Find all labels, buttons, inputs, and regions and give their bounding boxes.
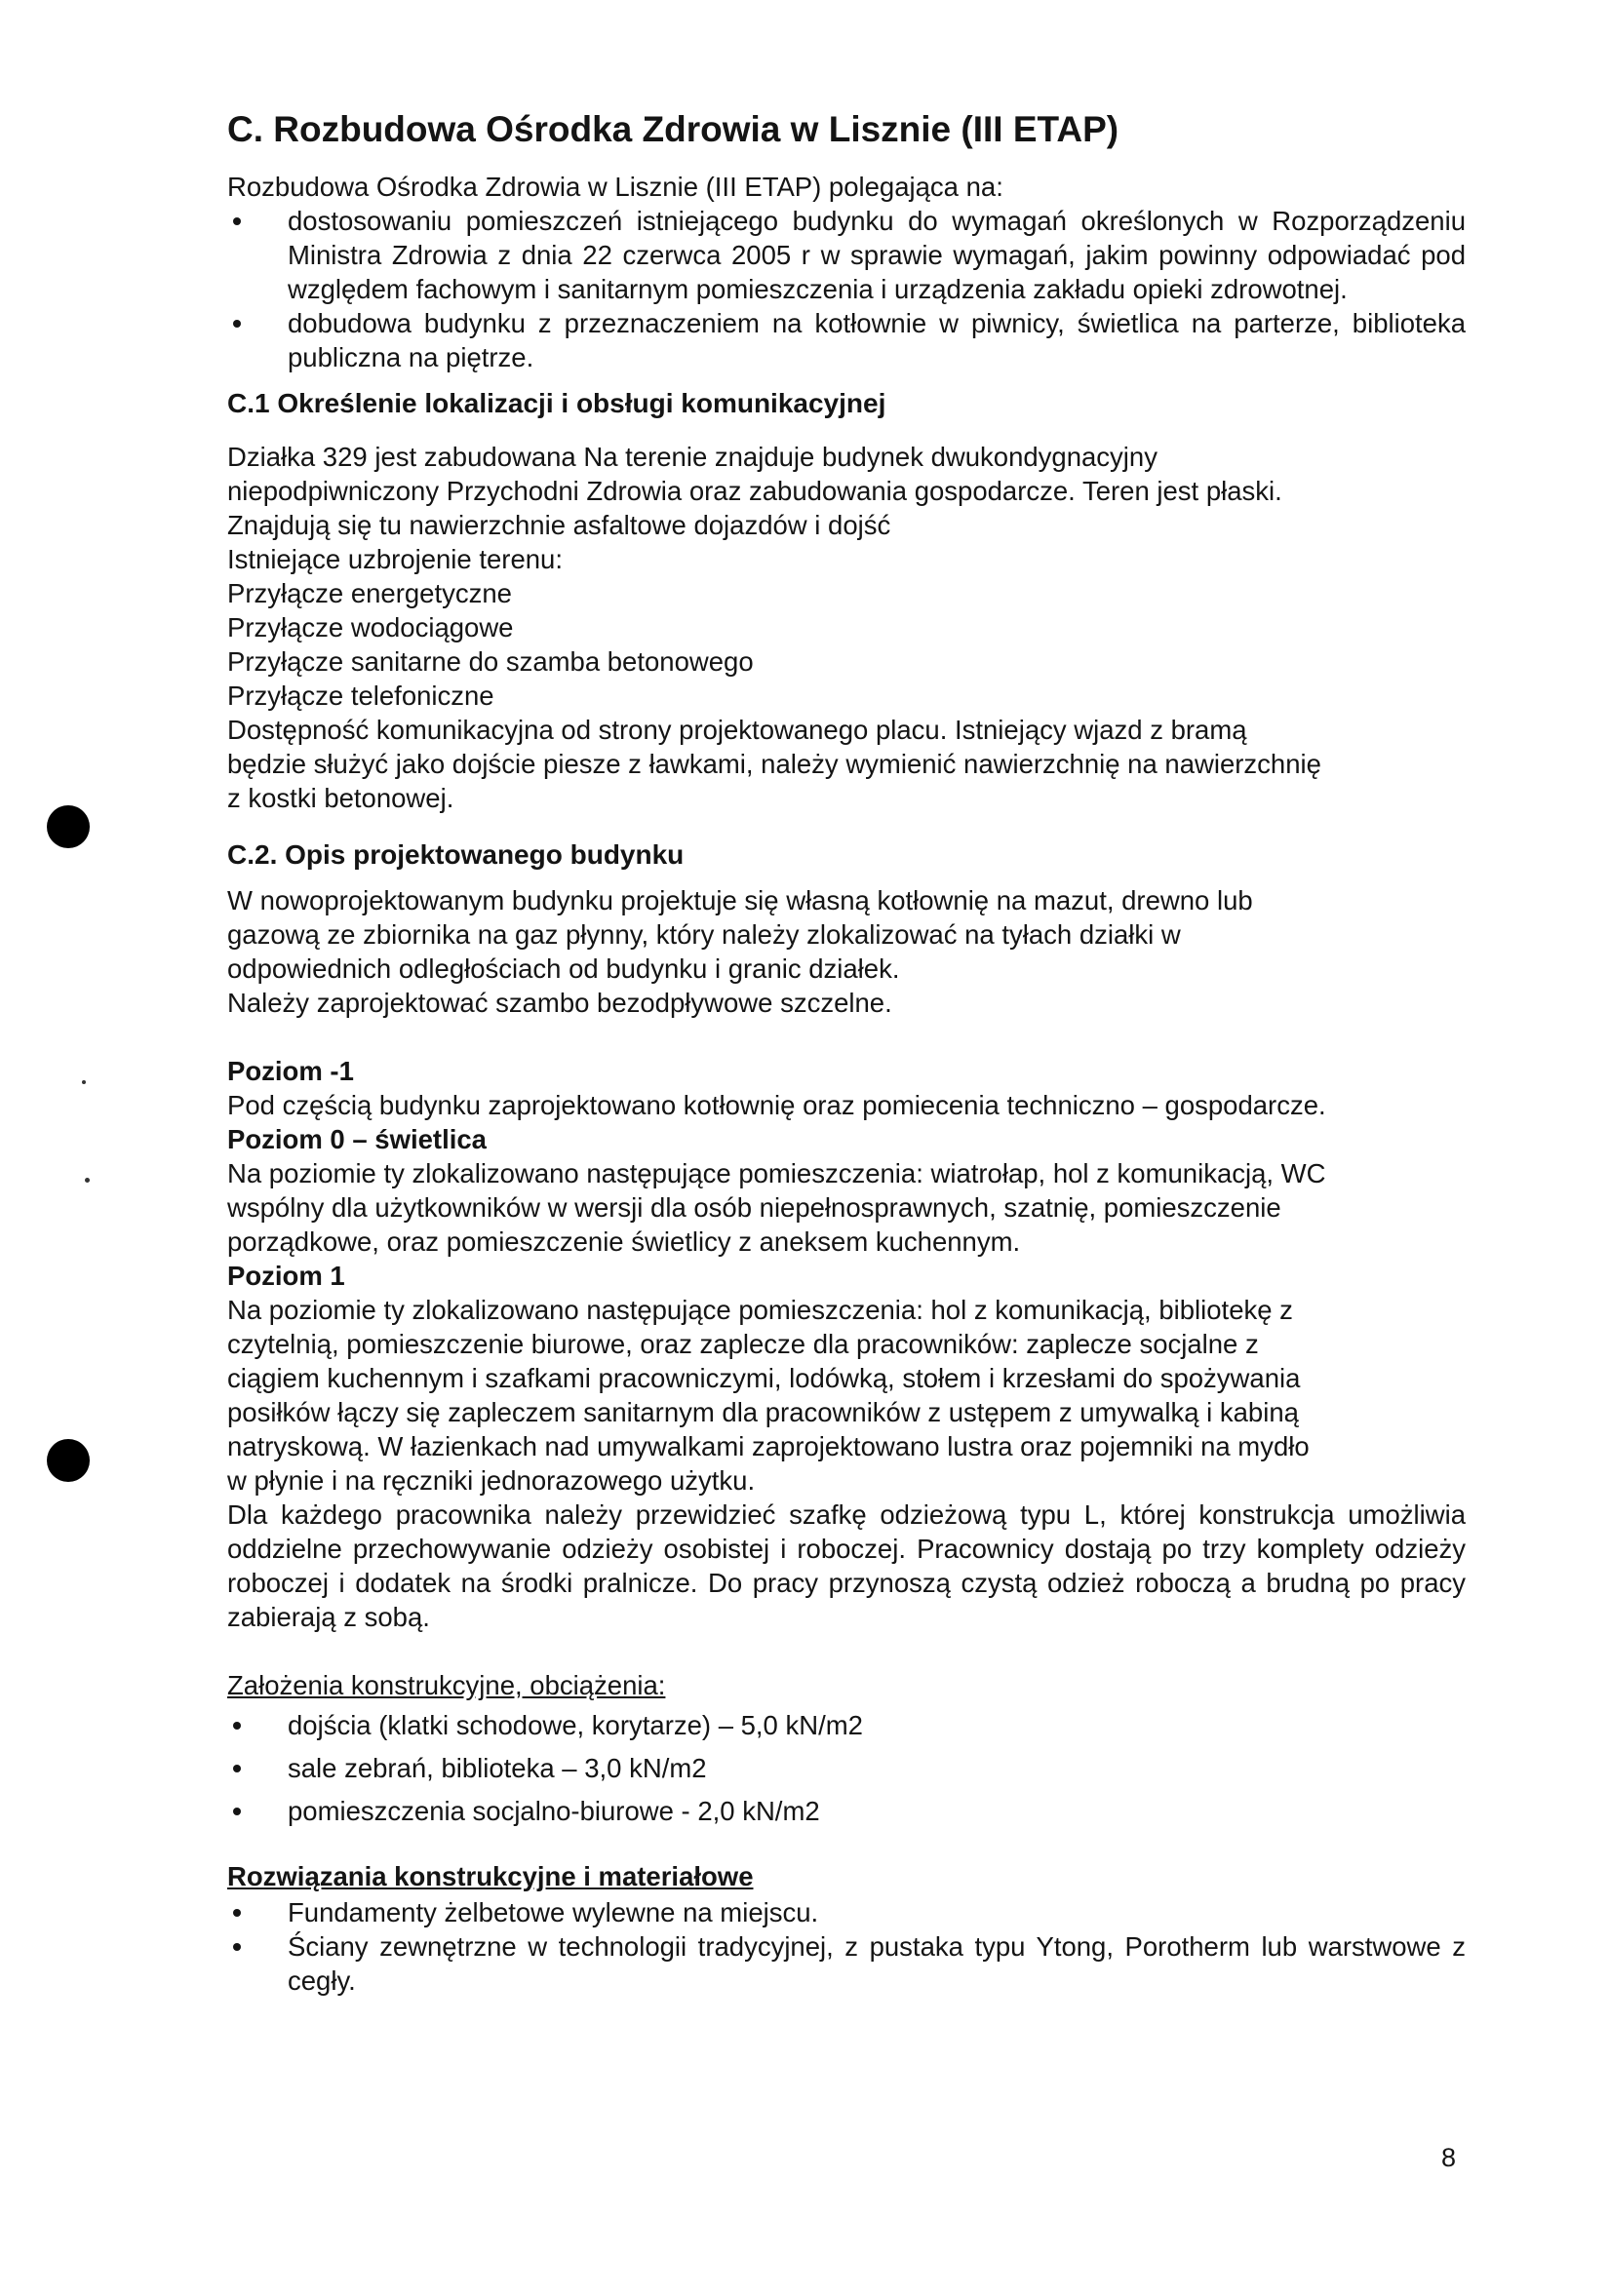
text-line: posiłków łączy się zapleczem sanitarnym dla pracowników z ustępem z umywalką i kabiną	[227, 1397, 1299, 1427]
list-item: sale zebrań, biblioteka – 3,0 kN/m2	[227, 1751, 1466, 1785]
level-0-heading: Poziom 0 – świetlica	[227, 1124, 487, 1154]
text-line: gazową ze zbiornika na gaz płynny, który należy zlokalizować na tyłach działki w	[227, 919, 1181, 950]
level-1-heading: Poziom 1	[227, 1261, 345, 1291]
text-line: Przyłącze wodociągowe	[227, 612, 514, 642]
text-line: natryskową. W łazienkach nad umywalkami zaprojektowano lustra oraz pojemniki na mydło	[227, 1431, 1310, 1461]
level-minus1-text: Pod częścią budynku zaprojektowano kotłownię oraz pomiecenia techniczno – gospodarcze.	[227, 1090, 1326, 1120]
text-line: będzie służyć jako dojście piesze z ławkami, należy wymienić nawierzchnię na nawierzchnię	[227, 749, 1321, 779]
text-line: Istniejące uzbrojenie terenu:	[227, 544, 563, 574]
section-heading-c2: C.2. Opis projektowanego budynku	[227, 839, 685, 870]
list-item: pomieszczenia socjalno-biurowe - 2,0 kN/m2	[227, 1794, 1466, 1828]
text-line: niepodpiwniczony Przychodni Zdrowia oraz zabudowania gospodarcze. Teren jest płaski.	[227, 476, 1282, 506]
construction-bullet-list	[227, 1895, 1466, 1998]
text-line: Znajdują się tu nawierzchnie asfaltowe dojazdów i dojść	[227, 510, 891, 540]
text-line: czytelnią, pomieszczenie biurowe, oraz zaplecze dla pracowników: zaplecze socjalne z	[227, 1329, 1259, 1359]
construction-heading: Rozwiązania konstrukcyjne i materiałowe	[227, 1861, 754, 1891]
scan-speck	[82, 1080, 86, 1084]
section-c1-text	[227, 440, 1466, 815]
list-item: dostosowaniu pomieszczeń istniejącego budynku do wymagań określonych w Rozporządzeniu Ministra Zdrowia z dnia 22 czerwca 2005 r w sprawie wymagań, jakim powinny odpowiadać pod względem fachowym i sanitarnym pomieszczenia i urządzenia zakładu opieki zdrowotnej.	[227, 204, 1466, 306]
loads-heading: Założenia konstrukcyjne, obciążenia:	[227, 1670, 666, 1700]
text-line: w płynie i na ręczniki jednorazowego użytku.	[227, 1465, 756, 1496]
intro-text: Rozbudowa Ośrodka Zdrowia w Lisznie (III ETAP) polegająca na:	[227, 172, 1003, 202]
text-line: Należy zaprojektować szambo bezodpływowe szczelne.	[227, 988, 892, 1018]
list-item: dobudowa budynku z przeznaczeniem na kotłownie w piwnicy, świetlica na parterze, biblioteka publiczna na piętrze.	[227, 306, 1466, 374]
list-item: dojścia (klatki schodowe, korytarze) – 5,0 kN/m2	[227, 1708, 1466, 1742]
text-line: Przyłącze energetyczne	[227, 578, 512, 608]
text-line: Przyłącze sanitarne do szamba betonowego	[227, 646, 754, 677]
document-body	[227, 107, 1466, 1998]
text-line: Na poziomie ty zlokalizowano następujące pomieszczenia: hol z komunikacją, bibliotekę z	[227, 1295, 1293, 1325]
intro-bullet-list	[227, 204, 1466, 374]
page-title: C. Rozbudowa Ośrodka Zdrowia w Lisznie (III ETAP)	[227, 109, 1119, 149]
list-item: Ściany zewnętrzne w technologii tradycyjnej, z pustaka typu Ytong, Porotherm lub warstwowe z cegły.	[227, 1929, 1466, 1998]
list-item: Fundamenty żelbetowe wylewne na miejscu.	[227, 1895, 1466, 1929]
text-line: z kostki betonowej.	[227, 783, 454, 813]
text-line: Na poziomie ty zlokalizowano następujące pomieszczenia: wiatrołap, hol z komunikacją, WC	[227, 1158, 1326, 1188]
loads-bullet-list	[227, 1708, 1466, 1828]
text-line: Dostępność komunikacyjna od strony projektowanego placu. Istniejący wjazd z bramą	[227, 715, 1247, 745]
section-heading-c1: C.1 Określenie lokalizacji i obsługi komunikacyjnej	[227, 388, 886, 418]
text-line: Działka 329 jest zabudowana Na terenie znajduje budynek dwukondygnacyjny	[227, 442, 1158, 472]
level-minus1-heading: Poziom -1	[227, 1056, 354, 1086]
text-line: wspólny dla użytkowników w wersji dla osób niepełnosprawnych, szatnię, pomieszczenie	[227, 1192, 1281, 1223]
text-line: W nowoprojektowanym budynku projektuje się własną kotłownię na mazut, drewno lub	[227, 885, 1253, 915]
section-c2-text	[227, 883, 1466, 1020]
text-line: odpowiednich odległościach od budynku i granic działek.	[227, 953, 900, 984]
text-line: Przyłącze telefoniczne	[227, 681, 494, 711]
scan-speck	[85, 1178, 90, 1183]
level-1-paragraph: Dla każdego pracownika należy przewidzieć szafkę odzieżową typu L, której konstrukcja umożliwia oddzielne przechowywanie odzieży osobistej i roboczej. Pracownicy dostają po trzy komplety odzieży roboczej i dodatek na środki pralnicze. Do pracy przynoszą czystą odzież roboczą a brudną po pracy zabierają z sobą.	[227, 1499, 1466, 1632]
text-line: ciągiem kuchennym i szafkami pracowniczymi, lodówką, stołem i krzesłami do spożywania	[227, 1363, 1301, 1393]
punch-hole-top	[47, 805, 90, 848]
punch-hole-bottom	[47, 1439, 90, 1482]
text-line: porządkowe, oraz pomieszczenie świetlicy z aneksem kuchennym.	[227, 1226, 1021, 1257]
page-number: 8	[1441, 2143, 1457, 2172]
